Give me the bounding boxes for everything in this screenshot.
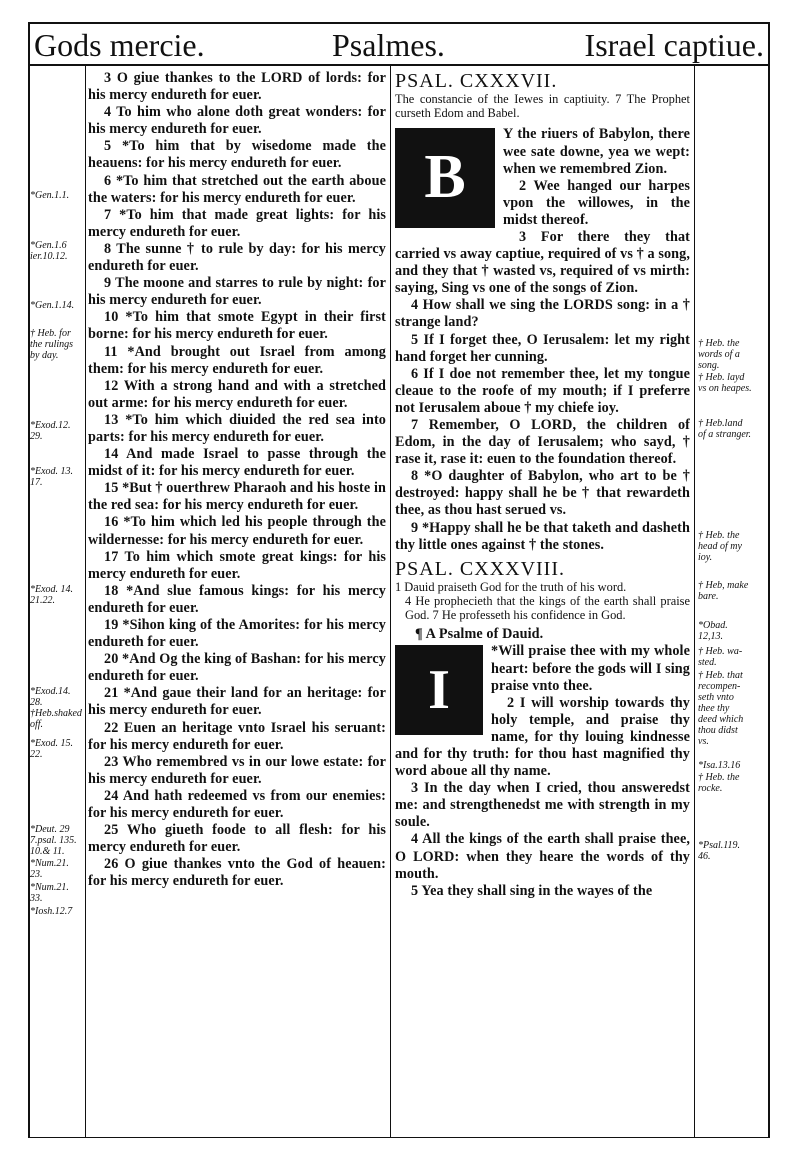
left-text-column [88,70,386,891]
psalm-137-summary: The constancie of the Iewes in captiuity. 7 The Prophet curseth Edom and Babel. [395,92,690,121]
verse: 3 O giue thankes to the LORD of lords: for his mercy endureth for euer. [88,70,386,104]
margin-note: † Heb. the words of a song. [698,338,740,371]
psalm-138-summary-1: 1 Dauid praiseth God for the truth of his word. [395,579,627,594]
verse: 19 *Sihon king of the Amorites: for his mercy endureth for euer. [88,617,386,651]
margin-note: *Gen.1.14. [30,300,75,311]
verse: 12 With a strong hand and with a stretched out arme: for his mercy endureth for euer. [88,377,386,411]
verse: 10 *To him that smote Egypt in their first borne: for his mercy endureth for euer. [88,309,386,343]
verse: 2 I will worship towards thy holy temple, and praise thy name, for thy louing kindnesse and for thy truth: for thou hast magnified thy word aboue all thy name. [395,694,690,780]
margin-note: *Gen.1.1. [30,190,70,201]
verse: 7 Remember, O LORD, the children of Edom, in the day of Ierusalem; who sayd, † rase it, rase it: euen to the foundation thereof. [395,417,690,468]
verse: 8 *O daughter of Babylon, who art to be † destroyed: happy shall he be † that rewardeth thee, as thou hast serued vs. [395,468,690,519]
verse: 17 To him which smote great kings: for his mercy endureth for euer. [88,548,386,582]
margin-note: *Iosh.12.7 [30,906,73,917]
verse: 5 Yea they shall sing in the wayes of the [411,882,653,899]
verse: 11 *And brought out Israel from among them: for his mercy endureth for euer. [88,343,386,377]
margin-note: † Heb.land of a stranger. [698,418,752,440]
drop-cap-letter: B [424,143,466,212]
margin-note: *Psal.119. 46. [698,840,741,862]
verse: 5 If I forget thee, O Ierusalem: let my right hand forget her cunning. [395,331,690,365]
verse: 26 O giue thankes vnto the God of heauen: for his mercy endureth for euer. [88,856,386,890]
margin-note: † Heb. wa- sted. [698,646,743,668]
margin-note: *Obad. 12,13. [698,620,728,642]
verse: 21 *And gaue their land for an heritage: for his mercy endureth for euer. [88,685,386,719]
verse: 23 Who remembred vs in our lowe estate: for his mercy endureth for euer. [88,753,386,787]
verse: 9 *Happy shall he be that taketh and dasheth thy little ones against † the stones. [395,519,690,553]
margin-note: *Exod.12. 29. [30,420,71,442]
header-left: Gods mercie. [34,27,205,63]
margin-note: † Heb. that recompen- seth vnto thee thy deed which thou didst vs. [698,670,744,747]
psalm-138-summary-2: 4 He prophecieth that the kings of the earth shall praise God. 7 He professeth his confidence in God. [405,593,690,623]
margin-note: † Heb. the head of my ioy. [698,530,742,563]
verse: 4 To him who alone doth great wonders: for his mercy endureth for euer. [88,104,386,138]
verse: 22 Euen an heritage vnto Israel his seruant: for his mercy endureth for euer. [88,719,386,753]
psalm-138-body [395,643,690,899]
verse: 9 The moone and starres to rule by night: for his mercy endureth for euer. [88,275,386,309]
running-header [28,22,770,66]
verse: 5 *To him that by wisedome made the heauens: for his mercy endureth for euer. [88,138,386,172]
margin-note: † Heb. layd vs on heapes. [698,372,752,394]
margin-note: *Isa.13.16 [698,760,741,771]
verse: 25 Who giueth foode to all flesh: for his mercy endureth for euer. [88,822,386,856]
verse: 3 For there they that carried vs away captiue, required of vs † a song, and they that † wasted vs, required of vs mirth: saying, Sing vs one of the songs of Zion. [395,228,690,297]
psalm-138-title: PSAL. CXXXVIII. [395,557,565,580]
drop-cap [395,128,495,228]
verse: 8 The sunne † to rule by day: for his mercy endureth for euer. [88,240,386,275]
verse: 18 *And slue famous kings: for his mercy endureth for euer. [88,582,386,616]
margin-note: † Heb. the rocke. [698,772,740,794]
verse: *Will praise thee with my whole heart: before the gods will I sing praise vnto thee. [491,643,690,694]
drop-cap-letter: I [428,659,450,722]
margin-note: *Deut. 29 7.psal. 135. 10.& 11. [30,824,77,857]
verse: 14 And made Israel to passe through the midst of it: for his mercy endureth for euer. [88,446,386,480]
verse: 20 *And Og the king of Bashan: for his mercy endureth for euer. [88,651,386,685]
right-margin-notes [698,66,768,1136]
margin-note: *Num.21. 23. [30,858,69,880]
margin-note: *Exod. 13. 17. [30,466,74,488]
verse: 4 All the kings of the earth shall praise thee, O LORD: when they heare the words of thy mouth. [395,831,690,882]
psalm-138-subtitle: ¶ A Psalme of Dauid. [415,626,544,643]
margin-note: *Num.21. 33. [30,882,69,904]
header-center: Psalmes. [332,27,445,63]
bible-page [28,22,770,1138]
psalm-137-title: PSAL. CXXXVII. [395,70,558,92]
rule-right-margin [694,66,695,1138]
margin-note: *Exod.14. 28. †Heb.shaked off. [30,686,82,730]
right-text-column [395,70,690,900]
verse: Y the riuers of Babylon, there wee sate downe, yea we wept: when we remembred Zion. [503,126,690,177]
verse: 6 If I doe not remember thee, let my tongue cleaue to the roofe of my mouth; if I preferre not Ierusalem aboue † my chiefe ioy. [395,365,690,416]
header-right: Israel captiue. [584,27,764,63]
verse: 24 And hath redeemed vs from our enemies: for his mercy endureth for euer. [88,787,386,822]
margin-note: † Heb. for the rulings by day. [30,328,74,361]
verse: 2 Wee hanged our harpes vpon the willowes, in the midst thereof. [503,177,690,228]
verse: 13 *To him which diuided the red sea into parts: for his mercy endureth for euer. [88,411,386,445]
verse: 7 *To him that made great lights: for his mercy endureth for euer. [88,206,386,240]
verse: 3 In the day when I cried, thou answeredst me: and strengthenedst me with strength in my soule. [395,780,690,831]
psalm-137-body [395,126,690,553]
verse: 4 How shall we sing the LORDS song: in a † strange land? [395,297,690,331]
margin-note: † Heb, make bare. [698,580,749,602]
margin-note: *Exod. 14. 21.22. [30,584,74,606]
rule-center [390,66,391,1138]
verse: 16 *To him which led his people through the wildernesse: for his mercy endureth for euer. [88,514,386,548]
drop-cap [395,645,483,735]
margin-note: *Exod. 15. 22. [30,738,74,760]
margin-note: *Gen.1.6 ier.10.12. [30,240,68,262]
verse: 6 *To him that stretched out the earth aboue the waters: for his mercy endureth for euer. [88,172,386,206]
left-margin-notes [30,66,84,1136]
verse: 15 *But † ouerthrew Pharaoh and his hoste in the red sea: for his mercy endureth for euer. [88,480,386,514]
